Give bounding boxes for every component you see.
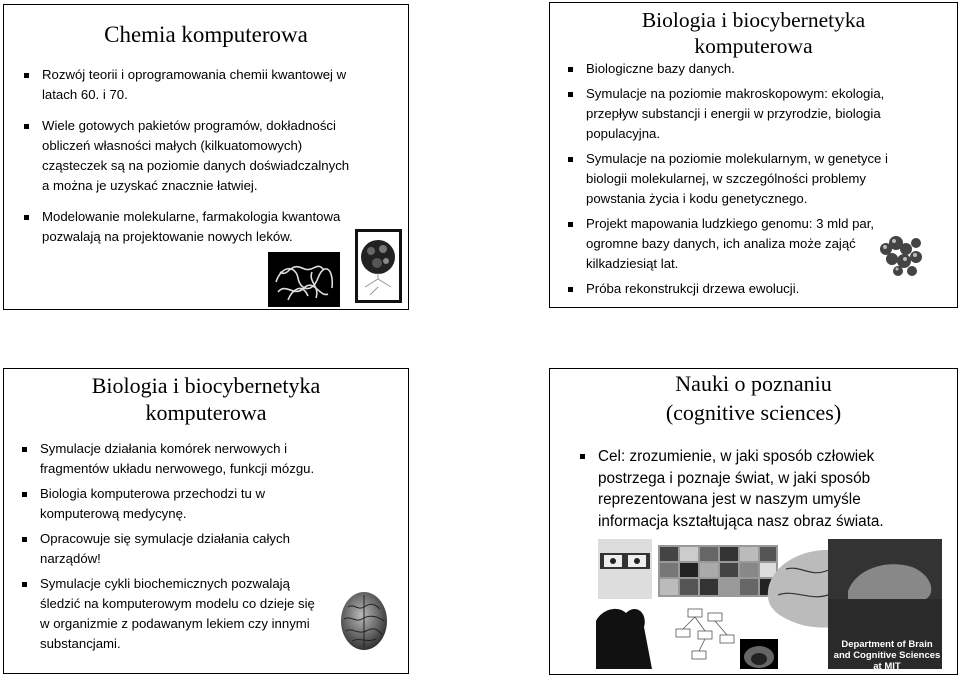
caption-line: at MIT [873, 661, 901, 672]
list-item: Symulacje działania komórek nerwowych i fragmentów układu nerwowego, funkcji mózgu. [20, 439, 320, 479]
title-line: komputerowa [694, 34, 813, 59]
list-item: Symulacje na poziomie makroskopowym: ekologia, przepływ substancji i energii w przyrodzie, biologia populacyjna. [566, 84, 904, 144]
protein-structure-image [268, 252, 340, 307]
title-line: Biologia i biocybernetyka [91, 373, 321, 398]
list-item: Cel: zrozumienie, w jaki sposób człowiek postrzega i poznaje świat, w jaki sposób reprezentowana jest w naszym umyśle informacja kształtująca nasz obraz świata. [578, 446, 908, 532]
dna-molecule-image [872, 231, 932, 283]
list-item: Biologiczne bazy danych. [566, 59, 904, 79]
slide-title [550, 370, 957, 427]
caption-line: and Cognitive Sciences [833, 650, 941, 661]
list-item: Opracowuje się symulacje działania całych narządów! [20, 529, 320, 569]
bullet-list [20, 439, 320, 659]
slide-chemia-komputerowa [3, 4, 409, 310]
slide-nauki-o-poznaniu [549, 368, 958, 675]
brain-image [338, 589, 390, 653]
molecule-image [355, 229, 402, 303]
list-item: Modelowanie molekularne, farmakologia kwantowa pozwalają na projektowanie nowych leków. [22, 207, 352, 247]
bullet-list [566, 59, 904, 304]
caption-line: Department of Brain [841, 639, 933, 650]
image-caption [830, 639, 944, 672]
bullet-list [578, 446, 908, 532]
title-line: komputerowa [145, 399, 267, 425]
list-item: Symulacje na poziomie molekularnym, w genetyce i biologii molekularnej, w szczególności problemy powstania życia i kodu genetycznego. [566, 149, 904, 209]
list-item: Projekt mapowania ludzkiego genomu: 3 mld par, ogromne bazy danych, ich analiza może zająć kilkadziesiąt lat. [566, 214, 876, 274]
title-line: (cognitive sciences) [665, 399, 842, 425]
bullet-list [22, 65, 352, 258]
list-item: Biologia komputerowa przechodzi tu w komputerową medycynę. [20, 484, 320, 524]
list-item: Symulacje cykli biochemicznych pozwalają śledzić na komputerowym modelu co dzieje się w organizmie z podawanym lekiem czy innymi substancjami. [20, 574, 320, 654]
slide-biologia-1 [549, 2, 958, 308]
slide-title: Chemia komputerowa [104, 22, 308, 47]
title-line: Nauki o poznaniu [675, 371, 832, 396]
list-item: Rozwój teorii i oprogramowania chemii kwantowej w latach 60. i 70. [22, 65, 352, 105]
list-item: Próba rekonstrukcji drzewa ewolucji. [566, 279, 904, 299]
slide-title [4, 373, 408, 427]
slide-title [550, 7, 957, 59]
slide-biologia-2 [3, 368, 409, 674]
title-line: Biologia i biocybernetyka [641, 8, 866, 32]
list-item: Wiele gotowych pakietów programów, dokładności obliczeń własności małych (kilkuatomowych) cząsteczek są na poziomie danych doświadczalnych a można je uzyskać znacznie łatwiej. [22, 116, 352, 196]
